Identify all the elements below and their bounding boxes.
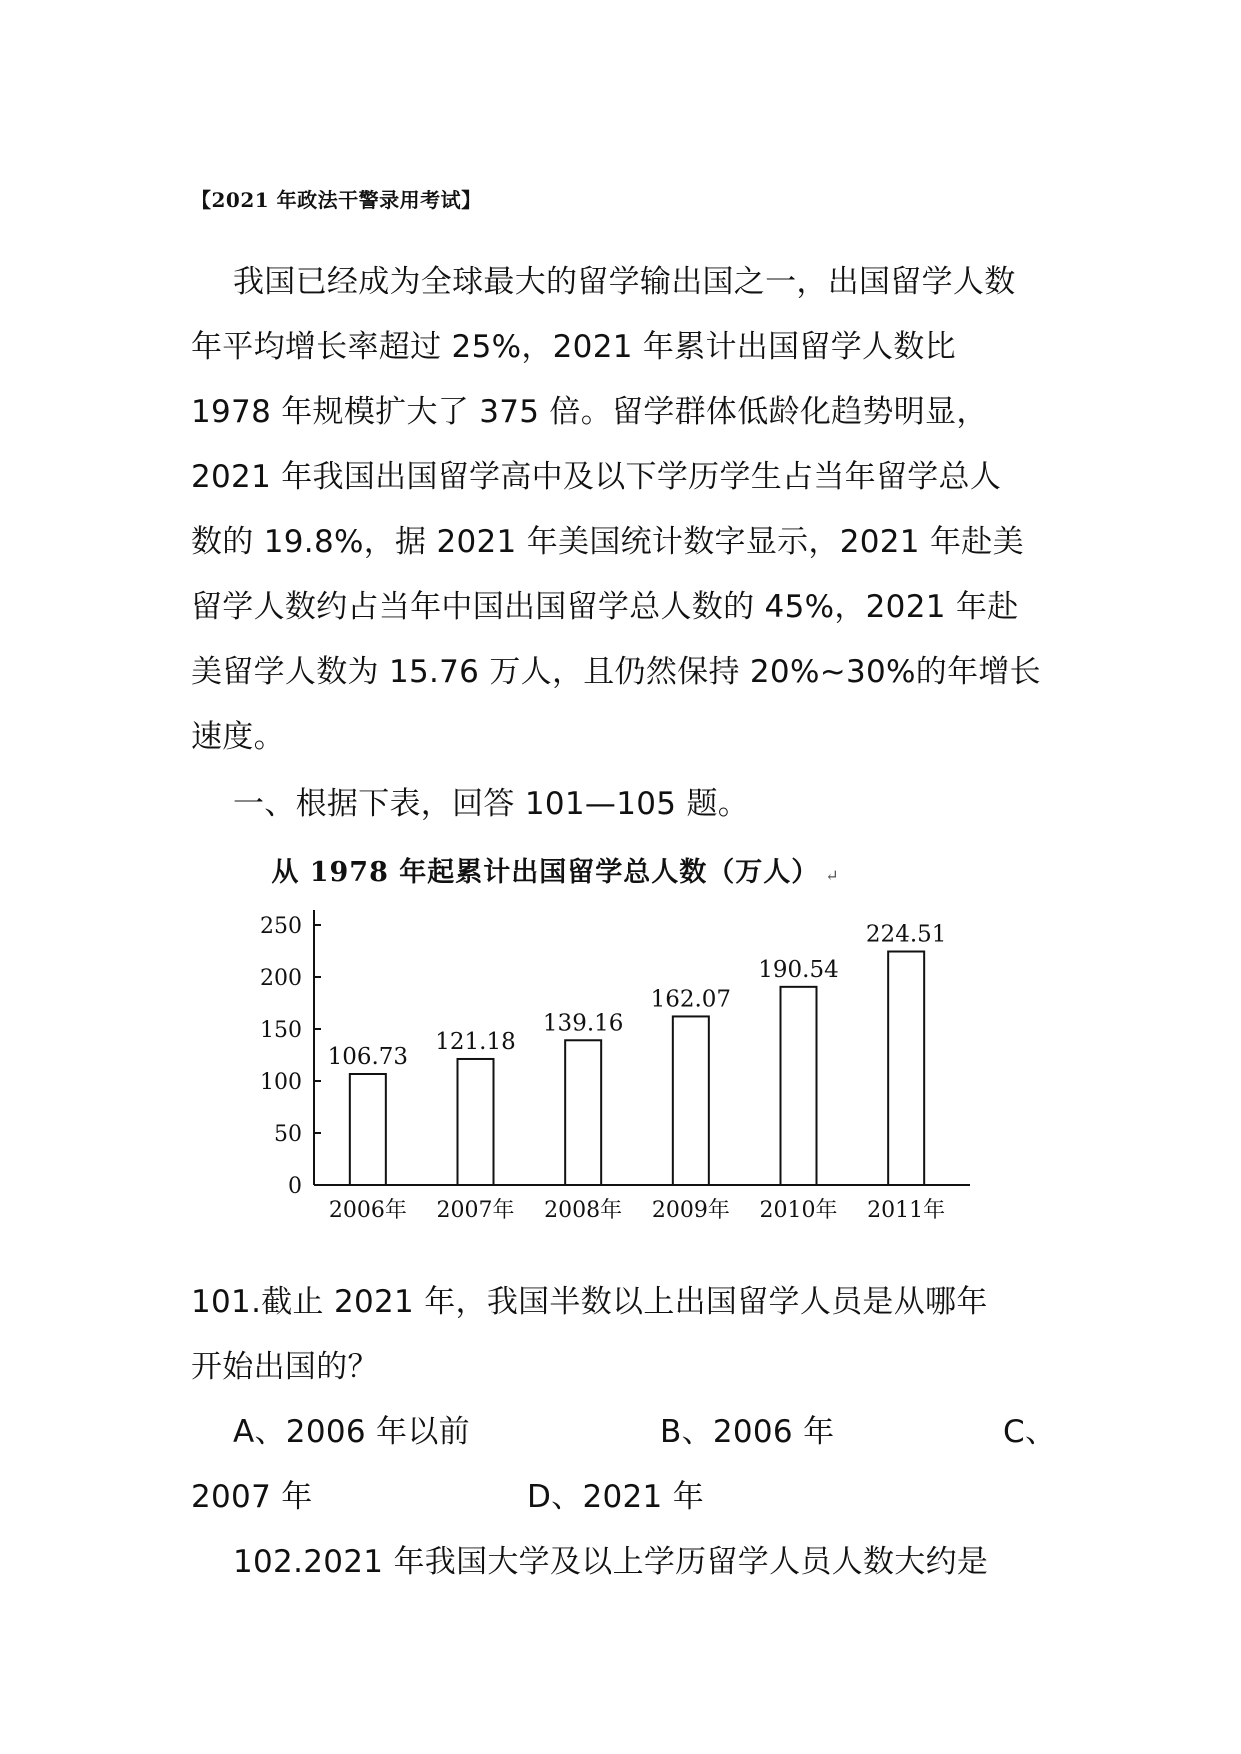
bar-value-label: 106.73: [327, 1044, 409, 1071]
question-group-intro: 一、根据下表，回答 101—105 题。: [233, 786, 750, 822]
bar: [565, 1040, 601, 1185]
option-d: D、2021 年: [527, 1479, 705, 1515]
bar-value-label: 121.18: [435, 1028, 516, 1055]
intro-line: 留学人数约占当年中国出国留学总人数的 45%，2021 年赴: [191, 589, 1019, 625]
option-b: B、2006 年: [660, 1414, 835, 1450]
intro-line: 数的 19.8%，据 2021 年美国统计数字显示，2021 年赴美: [191, 524, 1024, 560]
bar: [458, 1059, 494, 1185]
y-tick-label: 200: [260, 966, 302, 991]
intro-line: 速度。: [191, 719, 285, 755]
intro-paragraph: [191, 250, 1063, 770]
question-102-text: 102.2021 年我国大学及以上学历留学人员人数大约是: [233, 1544, 989, 1580]
y-tick-label: 50: [274, 1122, 302, 1147]
bar: [781, 987, 817, 1185]
bar: [888, 952, 924, 1185]
question-101-text-cont: 开始出国的？: [191, 1349, 379, 1385]
bar-value-label: 224.51: [865, 921, 947, 948]
y-tick-label: 100: [260, 1070, 302, 1095]
option-a: A、2006 年以前: [233, 1414, 470, 1450]
intro-line: 美留学人数为 15.76 万人，且仍然保持 20%~30%的年增长: [191, 654, 1041, 690]
exam-source-tag: 【2021 年政法干警录用考试】: [191, 188, 482, 212]
x-tick-label: 2007年: [436, 1198, 515, 1223]
question-101-text: 101.截止 2021 年，我国半数以上出国留学人员是从哪年: [191, 1284, 988, 1320]
x-tick-label: 2006年: [328, 1198, 407, 1223]
bar-chart: [240, 895, 1000, 1245]
paragraph-return-icon: ↵: [825, 866, 840, 885]
chart-title-text: 从 1978 年起累计出国留学总人数（万人）: [271, 857, 820, 888]
chart-title: [0, 850, 1241, 889]
bar-value-label: 162.07: [650, 986, 732, 1013]
option-c-value: 2007 年: [191, 1479, 313, 1515]
x-tick-label: 2010年: [759, 1198, 838, 1223]
option-c-label: C、: [1003, 1414, 1057, 1450]
bar-value-label: 139.16: [542, 1010, 624, 1037]
y-tick-label: 0: [288, 1174, 302, 1199]
x-tick-label: 2011年: [867, 1198, 946, 1223]
bar: [350, 1074, 386, 1185]
intro-line: 年平均增长率超过 25%，2021 年累计出国留学人数比: [191, 329, 956, 365]
x-tick-label: 2008年: [544, 1198, 623, 1223]
intro-line: 我国已经成为全球最大的留学输出国之一，出国留学人数: [233, 264, 1016, 300]
x-tick-label: 2009年: [651, 1198, 730, 1223]
intro-line: 2021 年我国出国留学高中及以下学历学生占当年留学总人: [191, 459, 1002, 495]
intro-line: 1978 年规模扩大了 375 倍。留学群体低龄化趋势明显，: [191, 394, 988, 430]
y-tick-label: 250: [260, 914, 302, 939]
y-tick-label: 150: [260, 1018, 302, 1043]
bar-value-label: 190.54: [758, 956, 839, 983]
bar: [673, 1016, 709, 1185]
